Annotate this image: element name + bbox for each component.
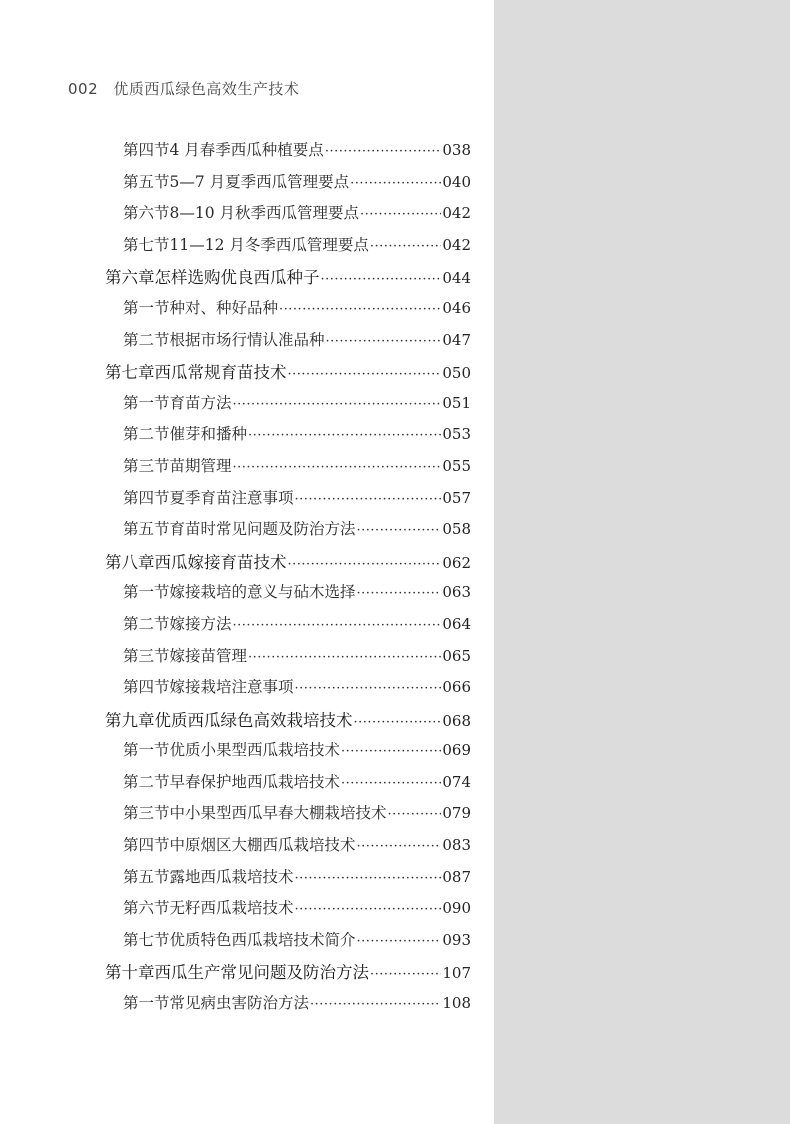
- toc-entry-number: 第一节: [123, 583, 170, 602]
- toc-leader-dots: [295, 871, 442, 886]
- toc-section-entry[interactable]: [0, 391, 471, 423]
- toc-section-entry[interactable]: [0, 928, 471, 960]
- toc-entry-title: 夏季育苗注意事项: [169, 488, 294, 507]
- toc-leader-dots: [288, 557, 442, 572]
- toc-entry-page: 042: [442, 204, 471, 223]
- toc-entry-page: 069: [442, 741, 471, 760]
- toc-entry-title: 优质特色西瓜栽培技术简介: [169, 930, 356, 949]
- toc-section-entry[interactable]: [0, 612, 471, 644]
- toc-chapter-entry[interactable]: [0, 707, 471, 739]
- toc-entry-number: 第一节: [123, 741, 170, 760]
- toc-entry-number: 第五节: [123, 867, 170, 886]
- toc-entry-title: 西瓜嫁接育苗技术: [154, 552, 287, 572]
- toc-entry-page: 053: [442, 425, 471, 444]
- toc-entry-title: 11—12 月冬季西瓜管理要点: [169, 235, 369, 254]
- toc-entry-number: 第七章: [105, 363, 155, 383]
- toc-section-entry[interactable]: [0, 865, 471, 897]
- toc-leader-dots: [248, 650, 441, 665]
- toc-leader-dots: [321, 272, 442, 287]
- toc-entry-page: 050: [442, 364, 471, 383]
- toc-entry-number: 第七节: [123, 930, 170, 949]
- toc-section-entry[interactable]: [0, 991, 471, 1023]
- toc-leader-dots: [233, 397, 442, 412]
- toc-entry-page: 046: [442, 298, 471, 317]
- toc-leader-dots: [357, 586, 442, 601]
- toc-entry-page: 093: [442, 930, 471, 949]
- toc-chapter-entry[interactable]: [0, 549, 471, 581]
- toc-section-entry[interactable]: [0, 486, 471, 518]
- toc-entry-page: 062: [442, 553, 471, 572]
- toc-leader-dots: [357, 934, 442, 949]
- toc-entry-page: 066: [442, 678, 471, 697]
- toc-entry-title: 无籽西瓜栽培技术: [169, 899, 294, 918]
- toc-entry-number: 第六节: [123, 899, 170, 918]
- toc-entry-title: 种对、种好品种: [169, 298, 279, 317]
- table-of-contents: [0, 138, 494, 1023]
- toc-entry-title: 根据市场行情认准品种: [169, 330, 325, 349]
- toc-entry-page: 074: [442, 772, 471, 791]
- toc-section-entry[interactable]: [0, 896, 471, 928]
- toc-entry-page: 055: [442, 456, 471, 475]
- toc-leader-dots: [295, 902, 442, 917]
- toc-entry-page: 038: [442, 141, 471, 159]
- toc-entry-number: 第一节: [123, 298, 170, 317]
- toc-entry-title: 育苗时常见问题及防治方法: [169, 520, 356, 539]
- right-gray-margin: [494, 0, 790, 1124]
- toc-entry-page: 064: [442, 614, 471, 633]
- toc-leader-dots: [357, 523, 442, 538]
- toc-entry-number: 第四节: [123, 141, 170, 159]
- toc-entry-title: 中原烟区大棚西瓜栽培技术: [169, 836, 356, 855]
- toc-entry-number: 第七节: [123, 235, 170, 254]
- toc-chapter-entry[interactable]: [0, 264, 471, 296]
- toc-entry-page: 057: [442, 488, 471, 507]
- toc-entry-page: 079: [442, 804, 471, 823]
- toc-leader-dots: [279, 302, 441, 317]
- toc-section-entry[interactable]: [0, 801, 471, 833]
- toc-entry-title: 常见病虫害防治方法: [169, 994, 310, 1013]
- toc-entry-number: 第四节: [123, 678, 170, 697]
- toc-entry-number: 第二节: [123, 614, 170, 633]
- toc-entry-title: 西瓜生产常见问题及防治方法: [154, 963, 369, 983]
- page-number: 002: [68, 80, 99, 98]
- toc-leader-dots: [360, 207, 441, 222]
- toc-entry-title: 8—10 月秋季西瓜管理要点: [169, 204, 360, 223]
- toc-section-entry[interactable]: [0, 454, 471, 486]
- toc-entry-number: 第四节: [123, 836, 170, 855]
- toc-entry-title: 5—7 月夏季西瓜管理要点: [169, 172, 350, 191]
- toc-section-entry[interactable]: [0, 738, 471, 770]
- toc-entry-number: 第八章: [105, 552, 155, 572]
- toc-section-entry[interactable]: [0, 517, 471, 549]
- toc-entry-number: 第四节: [123, 488, 170, 507]
- toc-entry-title: 嫁接栽培注意事项: [169, 678, 294, 697]
- toc-section-entry[interactable]: [0, 675, 471, 707]
- toc-entry-page: 040: [442, 172, 471, 191]
- toc-entry-page: 063: [442, 583, 471, 602]
- toc-entry-page: 068: [442, 711, 471, 730]
- book-title: 优质西瓜绿色高效生产技术: [113, 80, 300, 98]
- toc-leader-dots: [354, 715, 442, 730]
- running-head: [68, 78, 299, 99]
- toc-leader-dots: [233, 618, 442, 633]
- toc-section-entry[interactable]: [0, 328, 471, 360]
- toc-entry-page: 065: [442, 646, 471, 665]
- toc-entry-number: 第三节: [123, 456, 170, 475]
- toc-leader-dots: [370, 239, 441, 254]
- toc-entry-number: 第一节: [123, 393, 170, 412]
- toc-section-entry[interactable]: [0, 296, 471, 328]
- toc-entry-page: 083: [442, 836, 471, 855]
- toc-entry-number: 第三节: [123, 804, 170, 823]
- toc-leader-dots: [233, 460, 442, 475]
- toc-leader-dots: [325, 144, 442, 159]
- toc-leader-dots: [310, 997, 441, 1012]
- toc-entry-page: 047: [442, 330, 471, 349]
- toc-section-entry[interactable]: [0, 833, 471, 865]
- toc-entry-title: 育苗方法: [169, 393, 232, 412]
- toc-entry-number: 第三节: [123, 646, 170, 665]
- toc-entry-title: 露地西瓜栽培技术: [169, 867, 294, 886]
- toc-section-entry[interactable]: [0, 644, 471, 676]
- toc-entry-title: 中小果型西瓜早春大棚栽培技术: [169, 804, 387, 823]
- toc-entry-title: 嫁接苗管理: [169, 646, 248, 665]
- toc-leader-dots: [350, 176, 441, 191]
- toc-entry-number: 第五节: [123, 520, 170, 539]
- toc-entry-title: 优质小果型西瓜栽培技术: [169, 741, 341, 760]
- toc-entry-page: 058: [442, 520, 471, 539]
- toc-chapter-entry[interactable]: [0, 959, 471, 991]
- toc-section-entry[interactable]: [0, 170, 471, 202]
- toc-entry-page: 108: [442, 994, 471, 1013]
- toc-section-entry[interactable]: [0, 580, 471, 612]
- toc-leader-dots: [388, 807, 442, 822]
- toc-entry-number: 第六节: [123, 204, 170, 223]
- toc-entry-title: 苗期管理: [169, 456, 232, 475]
- toc-entry-number: 第二节: [123, 772, 170, 791]
- toc-leader-dots: [341, 776, 441, 791]
- toc-entry-number: 第一节: [123, 994, 170, 1013]
- toc-entry-number: 第九章: [105, 710, 155, 730]
- toc-entry-number: 第五节: [123, 172, 170, 191]
- toc-section-entry[interactable]: [0, 422, 471, 454]
- toc-entry-page: 042: [442, 235, 471, 254]
- toc-entry-title: 怎样选购优良西瓜种子: [154, 268, 320, 288]
- toc-section-entry[interactable]: [0, 138, 471, 170]
- toc-leader-dots: [370, 967, 441, 982]
- toc-entry-title: 嫁接栽培的意义与砧木选择: [169, 583, 356, 602]
- toc-section-entry[interactable]: [0, 201, 471, 233]
- toc-entry-number: 第二节: [123, 330, 170, 349]
- toc-entry-title: 催芽和播种: [169, 425, 248, 444]
- toc-entry-title: 嫁接方法: [169, 614, 232, 633]
- toc-entry-title: 4 月春季西瓜种植要点: [169, 141, 324, 159]
- toc-chapter-entry[interactable]: [0, 359, 471, 391]
- toc-leader-dots: [288, 367, 442, 382]
- toc-leader-dots: [326, 334, 442, 349]
- toc-entry-title: 西瓜常规育苗技术: [154, 363, 287, 383]
- toc-entry-page: 090: [442, 899, 471, 918]
- toc-entry-page: 051: [442, 393, 471, 412]
- toc-section-entry[interactable]: [0, 770, 471, 802]
- toc-entry-page: 087: [442, 867, 471, 886]
- toc-entry-page: 107: [442, 964, 471, 983]
- toc-entry-number: 第十章: [105, 963, 155, 983]
- toc-entry-number: 第二节: [123, 425, 170, 444]
- toc-entry-title: 早春保护地西瓜栽培技术: [169, 772, 341, 791]
- toc-section-entry[interactable]: [0, 233, 471, 265]
- toc-leader-dots: [295, 681, 442, 696]
- toc-leader-dots: [295, 492, 442, 507]
- toc-leader-dots: [357, 839, 442, 854]
- toc-leader-dots: [248, 428, 441, 443]
- toc-entry-title: 优质西瓜绿色高效栽培技术: [154, 710, 353, 730]
- toc-entry-number: 第六章: [105, 268, 155, 288]
- toc-entry-page: 044: [442, 269, 471, 288]
- toc-leader-dots: [341, 744, 441, 759]
